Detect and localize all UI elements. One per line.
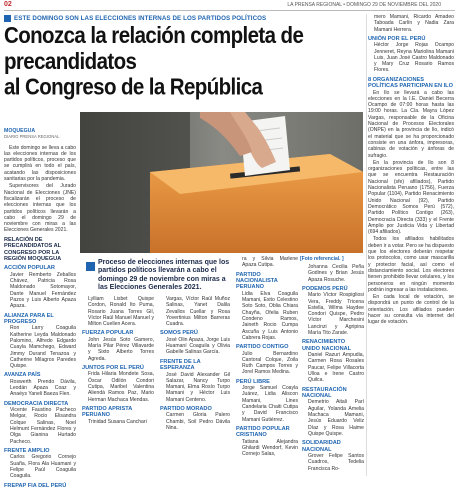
ilo-paragraph: En cada local de votación, se dispondrá un punto de control de la orientación. Los afiliados pueden hacer su consulta vía internet del lugar de votación. [368,294,454,326]
party-candidates: Frida Hilaria Mondete Sosa, Óscar Odilón Condori Cutipa, Maribel Valentina Aliendá Ramos Paz, Mario Herman Machaca Mendas. [88,371,154,403]
column-divider [366,14,367,476]
party-name: PARTIDO NACIONALISTA PERUANO [236,271,278,291]
party-name: FRENTE AMPLIO [4,447,50,454]
party-candidates: John Jesús Soto Gamero, María Pilar Pérez Villavarde y Sixto Alberto Torres Agreda. [88,336,154,362]
column-5 [302,264,364,473]
ballot-box-photo [80,112,363,253]
header-rule [4,10,455,11]
kicker [4,14,266,23]
relation-title: RELACIÓN DE PRECANDIDATOS AL CONGRESO POR LA REGIÓN MOQUEGUA [4,236,62,262]
party-candidates: Grover Felipe Santos Cuadros, Tedelia Francisca Ro- [308,453,364,472]
party-name: PARTIDO POPULAR CRISTIANO [236,425,290,439]
party-candidates: Lidia Elva Coaguila Mamani, Exito Celestino Soto Soto, Oblia Chiara Chayña, Ofelia Ruben Condeno Ramos, Jaineth Rocio Cumpa Ascuña y Luis Antonio Cabrera Rojas. [242,290,298,341]
kicker-text: ESTE DOMINGO SON LAS ELECCIONES INTERNAS DE LOS PARTIDOS POLÍTICOS [14,15,267,22]
kicker-square-icon [4,15,11,22]
party-name: JUNTOS POR EL PERÚ [82,365,144,372]
party-candidates: Johanna Cecilia Peña Godines y Brian Jesús Apaza Rosuche. [308,264,364,283]
column-4 [236,256,298,459]
ilo-paragraph: Todos los afiliados habilitados deben ir a votar. Pero se ha dispuesto que los electores deberán respetar los protocolos, como usar mascarilla y protector facial, así como el distanciamiento social. Los electores tienen prohibido llevar celulares, y los personeros en ningún momento podrán ingresar a las instalaciones. [368,236,454,293]
party-name: PODEMOS PERÚ [302,285,348,292]
byline-source: DIARIO PRENSA REGIONAL [4,134,60,140]
column-3 [160,296,230,432]
party-candidates: Demetrio Aitali Parí Aguilar, Yolanda Amelia Machaca Mamani, Jesús Eduardo Veliz Díaz y Rosa Haime Quispe Quispe. [308,399,364,437]
party-name: RESTAURACIÓN NACIONAL [302,386,347,400]
section-title-ilo: 8 ORGANIZACIONES POLÍTICAS PARTICIPAN EN ILO [368,76,453,90]
party-candidates: Vargas, Víctor Raúl Muñoz Salinas, Yanet Dalila Zevallos Cuellar y Rosa Yovertinius Milton Barreras Cuadra. [166,296,230,328]
party-candidates: José David Alexander Gil Salazar, Nancy Turpo Mamani, Elma Rosío Turpo Mamani y Héctor Luis Mamani Centeno. [166,371,230,403]
party-candidates: Ron Larry Coaguila Katherine Leyda Maldonado Palomino, Alfredo Edgardo Cuayla Mamchego, Edward Jimmy Durand Tenazoa y Catherine Milagros Paredes Quispe. [10,325,76,370]
party-name: SOMOS PERÚ [160,330,198,337]
party-name: FUERZA POPULAR [82,330,134,337]
photo-caption: [Foto referencial. ] [300,256,344,262]
party-name: AVANZA PAÍS [4,372,41,379]
party-name: DEMOCRACIA DIRECTA [4,400,69,407]
party-candidates: Tatiana Alejandra Ghilardi Wendorf, Kevin Cornejo Salas, [242,438,298,458]
party-candidates: Julio Bernardino Cantoral Colque, Zoila Ruth Campos Torres y Jorel Ramos Medina. [242,350,298,376]
party-candidates: Vicente Faustino Pacheco Melgar, Rocio Elisandra Colque Salinas, Noel Helmunt Fernández Flores y Olga Gianina Hurtado Pacheco. [10,407,76,445]
ballot-box-illustration [80,112,363,253]
party-candidates: mero Mamani, Ricardo Amadeo Taboada Carlín y Nadia Zara Mamani Herrera. [374,14,454,33]
party-candidates: Lylliam Lisbet Quispe Cordon, Ronald Ito Puma, Rosario Juana Torres Gil, Víctor Raúl Manuel Manuel y Milton Cuellen Acera. [88,296,154,328]
party-candidates: ra y Silvia Marlene Apaza Cutipa. [242,256,298,269]
party-name: PERÚ LIBRE [236,378,270,385]
intro-paragraph: Este domingo se lleva a cabo las elecciones internas de los partidos políticos, proceso que se cumplirá en todo el país, acatando las disposiciones sanitarias por la pandemia. [4,144,76,183]
party-name: ALIANZA PARA EL PROGRESO [4,312,54,325]
party-name: ACCIÓN POPULAR [4,265,55,272]
party-candidates: Mario Víctor Rospigliosi Vera, Freddy Tricena Estella, Wilma Haydee Condori Quispe, Pedro Víctor Marchesini Lancinzi y Agripina María Tito Zarate. [308,292,364,337]
party-name: PARTIDO MORADO [160,406,212,413]
party-candidates: José Olin Apaza, Jorge Luis Huamaní Coaguila y Olivia Gabelle Salinas García. [166,336,230,356]
party-name: FREPAP FIA DEL PERÚ [4,482,67,489]
party-candidates: Javier Remberto Zeballos Chávez, Patricia Rosa Maldonado Sotomayor, Dante Manuel Fernández Pazos y Luis Alberto Apaza Apaza. [10,271,76,310]
headline-line-2: al Congreso de la República [4,74,263,101]
pull-quote [82,259,232,293]
byline-place: MOQUEGUA [4,128,36,134]
column-6 [368,14,454,327]
party-candidates: Roswerth Prendo Dávila, Leodán Apaza Coaz y Anaéys Yaneli Baeza Flen. [10,378,76,398]
party-candidates: Carlos Gregorio Cornejo Suaña, Flora Ala Huamani y Felipe Paúl Coaguila Coaguila. [10,454,76,480]
page-header [0,0,459,12]
party-candidates: Héctor Jorge Rojas Ocampo Jenneret, Reyna Mariolina Mamani Luis, Juan José Castro Maldonado y Mary Cruz Rosario Ramos Flores. [374,42,454,74]
party-candidates: Jorge Samuel Coayla Juárez, Lidia Aliscon Mamani, Lines Candelaria Chaiti Cutipa y David Francisco Mamani Gutiérrez. [242,385,298,423]
pull-quote-text: Proceso de elecciones internas que los partidos políticos llevarán a cabo el domingo 29 de noviembre con miras a las Elecciones Generales 2021. [98,259,230,292]
party-name: RENACIMIENTO UNIDO NACIONAL [302,339,352,352]
ilo-paragraph: En la provincia de Ilo son 8 organizaciones políticas, entre las que se encuentra Restauración Nacional (sfe) afiliados), Partido Nacionalista Peruano (1756), Fuerza Popular (1104), Partido Renacimiento Unido Nacional (92), Partido Democrático Somos Perú (572), Partido Político Contigo (263), Democracia Directa (333) y el Frente Amplio por Justicia Vida y Libertad (694 afiliados). [368,159,454,236]
quote-square-icon [86,262,95,271]
party-name: PARTIDO APRISTA PERUANO [82,405,133,419]
column-1 [4,128,76,489]
party-candidates: Trinidad Susana Canchari [88,418,147,425]
issue-line: LA PRENSA REGIONAL • DOMINGO 29 DE NOVIEMBRE DEL 2020 [287,2,441,8]
headline [4,23,404,100]
party-name: PARTIDO CONTIGO [236,344,289,351]
party-candidates: Daniel Razuri Ampudia, Carmen Rosa Rosales Paucar, Felipe Villacorta Ulloa e Irene Castro Quilca. [308,352,364,384]
headline-line-1: Conozca la relación completa de precandidatos [4,23,304,75]
ilo-paragraph: En Ilo se llevará a cabo las elecciones en la I.E. Daniel Becerra Ocampo de 07:00 horas hasta las 19:00 horas. La Cía. Mayra López Vargas, responsable de la Oficina Nacional de Procesos Electorales (ONPE) en la provincia de Ilo, indicó el material que se ha proporcionado consiste en una ánfora, impresoras, cabinas de votación y ánforas de sufragio. [368,89,454,159]
party-name: SOLIDARIDAD NACIONAL [302,440,341,453]
intro-paragraph: Supervisores del Jurado Nacional de Elecciones (JNE) fiscalizarán el proceso de elecciones internas que los partidos políticos llevarán a cabo el domingo 29 de noviembre con miras a las Elecciones Generales 2021. [4,183,76,234]
party-candidates: Carmen Gloria Palero Chambi, Soil Pedro Dávila Nina. [166,412,230,432]
party-name: FRENTE DE LA ESPERANZA [160,358,201,372]
column-2 [82,296,154,426]
page-number: 02 [4,1,12,8]
party-name: UNIÓN POR EL PERÚ [368,35,426,42]
